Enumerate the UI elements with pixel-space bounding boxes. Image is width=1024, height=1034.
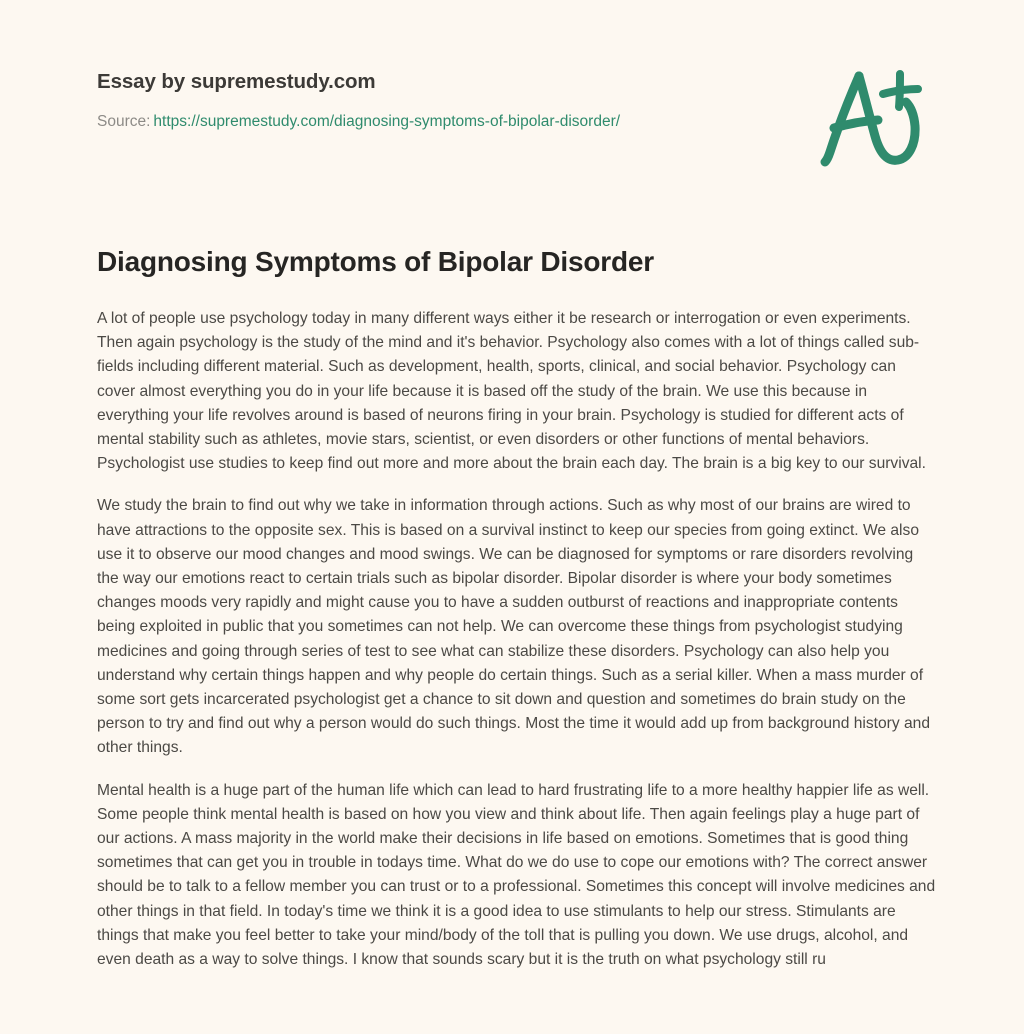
page-title: Diagnosing Symptoms of Bipolar Disorder: [97, 246, 654, 277]
paragraph-1: A lot of people use psychology today in many different ways either it be research or interrogation or even experiments. Then again psychology is the study of the mind and it's behavior. Psychology also comes with a lot of things called sub-fields including different material. Such as development, health, sports, clinical, and social behavior. Psychology can cover almost everything you do in your life because it is based off the study of the brain. We use this because in everything your life revolves around is based of neurons firing in your brain. Psychology is studied for different acts of mental stability such as athletes, movie stars, scientist, or even disorders or other functions of mental behaviors. Psychologist use studies to keep find out more and more about the brain each day. The brain is a big key to our survival.: [97, 310, 926, 473]
source-url-link[interactable]: https://supremestudy.com/diagnosing-symptoms-of-bipolar-disorder/: [153, 113, 621, 130]
source-row: [97, 111, 934, 133]
article-body: [97, 307, 937, 972]
article: [97, 243, 937, 972]
page-header: [97, 68, 934, 133]
source-label: Source:: [97, 113, 151, 130]
essay-by-heading: Essay by supremestudy.com: [97, 70, 376, 93]
a-plus-logo: [812, 66, 936, 170]
paragraph-2: We study the brain to find out why we take in information through actions. Such as why most of our brains are wired to have attractions to the opposite sex. This is based on a survival instinct to keep our species from going extinct. We also use it to observe our mood changes and mood swings. We can be diagnosed for symptoms or rare disorders revolving the way our emotions react to certain trials such as bipolar disorder. Bipolar disorder is where your body sometimes changes moods very rapidly and might cause you to have a sudden outburst of reactions and inappropriate contents being exploited in public that you sometimes can not help. We can overcome these things from psychologist studying medicines and going through series of test to see what can stabilize these disorders. Psychology can also help you understand why certain things happen and why people do certain things. Such as a serial killer. When a mass murder of some sort gets incarcerated psychologist get a chance to sit down and question and sometimes do brain study on the person to try and find out why a person would do such things. Most the time it would add up from background history and other things.: [97, 497, 931, 757]
paragraph-3: Mental health is a huge part of the human life which can lead to hard frustrating life to a more healthy happier life as well. Some people think mental health is based on how you view and think about life. Then again feelings play a huge part of our actions. A mass majority in the world make their decisions in life based on emotions. Sometimes that is good thing sometimes that can get you in trouble in todays time. What do we do use to cope our emotions with? The correct answer should be to talk to a fellow member you can trust or to a professional. Sometimes this concept will involve medicines and other things in that field. In today's time we think it is a good idea to use stimulants to help our stress. Stimulants are things that make you feel better to take your mind/body of the toll that is pulling you down. We use drugs, alcohol, and even death as a way to solve things. I know that sounds scary but it is the truth on what psychology still ru: [97, 781, 936, 969]
a-plus-logo-icon: [812, 66, 936, 170]
